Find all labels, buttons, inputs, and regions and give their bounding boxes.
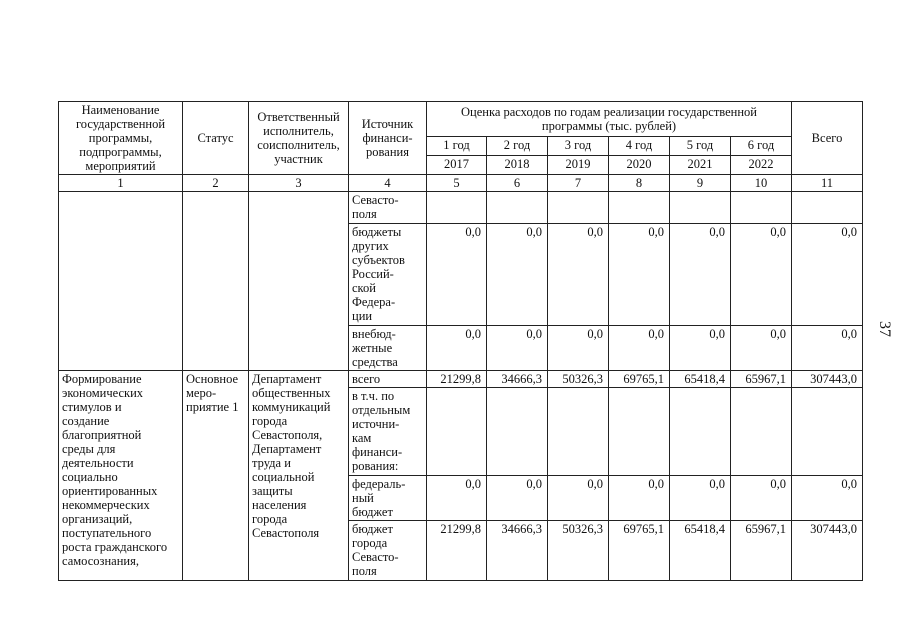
year-value: 2022 [731, 156, 792, 175]
value-cell: 0,0 [548, 476, 609, 521]
column-number: 5 [427, 175, 487, 192]
column-number: 1 [59, 175, 183, 192]
year-label: 6 год [731, 137, 792, 156]
budget-table [58, 101, 863, 581]
year-value: 2020 [609, 156, 670, 175]
value-cell: 21299,8 [427, 371, 487, 388]
value-cell: 307443,0 [792, 371, 863, 388]
value-cell [548, 388, 609, 476]
year-label: 4 год [609, 137, 670, 156]
value-cell: 65418,4 [670, 371, 731, 388]
value-cell: 0,0 [427, 476, 487, 521]
activity-name: Формирование экономических стимулов и создание благоприятной среды для деятельности социально ориентированных некоммерческих организаций, поступательного роста гражданского самосознания, [59, 371, 183, 581]
column-number: 2 [183, 175, 249, 192]
year-label: 3 год [548, 137, 609, 156]
value-cell: 50326,3 [548, 371, 609, 388]
value-cell: 0,0 [792, 476, 863, 521]
value-cell [487, 192, 548, 224]
activity-status: Основное меро- приятие 1 [183, 371, 249, 581]
value-cell: 0,0 [731, 476, 792, 521]
value-cell [487, 388, 548, 476]
value-cell: 69765,1 [609, 371, 670, 388]
value-cell: 0,0 [548, 326, 609, 371]
column-number: 11 [792, 175, 863, 192]
value-cell [427, 192, 487, 224]
value-cell [548, 192, 609, 224]
value-cell [731, 388, 792, 476]
value-cell [609, 192, 670, 224]
column-number: 7 [548, 175, 609, 192]
value-cell: 0,0 [792, 224, 863, 326]
value-cell: 0,0 [731, 224, 792, 326]
value-cell: 0,0 [609, 326, 670, 371]
value-cell: 0,0 [548, 224, 609, 326]
activity-responsible: Департамент общественных коммуникаций города Севастополя, Департамент труда и социальной защиты населения города Севастополя [249, 371, 349, 581]
year-label: 5 год [670, 137, 731, 156]
year-value: 2017 [427, 156, 487, 175]
value-cell: 0,0 [609, 476, 670, 521]
source-cell: в т.ч. по отдельным источни- кам финанси- рования: [349, 388, 427, 476]
value-cell: 0,0 [670, 326, 731, 371]
value-cell: 0,0 [670, 476, 731, 521]
value-cell: 0,0 [670, 224, 731, 326]
value-cell [427, 388, 487, 476]
column-number: 3 [249, 175, 349, 192]
header-estimate: Оценка расходов по годам реализации государственной программы (тыс. рублей) [427, 102, 792, 137]
value-cell: 0,0 [609, 224, 670, 326]
source-cell: Севасто- поля [349, 192, 427, 224]
value-cell: 34666,3 [487, 521, 548, 581]
value-cell: 65418,4 [670, 521, 731, 581]
value-cell: 50326,3 [548, 521, 609, 581]
value-cell [731, 192, 792, 224]
year-value: 2018 [487, 156, 548, 175]
value-cell: 65967,1 [731, 371, 792, 388]
column-number: 9 [670, 175, 731, 192]
value-cell: 0,0 [487, 476, 548, 521]
value-cell: 0,0 [487, 326, 548, 371]
source-cell: федераль- ный бюджет [349, 476, 427, 521]
source-cell: бюджеты других субъектов Россий- ской Федера- ции [349, 224, 427, 326]
continued-name-cell [59, 192, 183, 371]
value-cell: 0,0 [427, 224, 487, 326]
year-value: 2021 [670, 156, 731, 175]
value-cell: 69765,1 [609, 521, 670, 581]
header-responsible: Ответственный исполнитель, соисполнитель, участник [249, 102, 349, 175]
header-name: Наименование государственной программы, подпрограммы, мероприятий [59, 102, 183, 175]
value-cell: 21299,8 [427, 521, 487, 581]
column-number: 6 [487, 175, 548, 192]
page-number: 37 [876, 321, 893, 337]
value-cell [792, 192, 863, 224]
continued-status-cell [183, 192, 249, 371]
column-number: 8 [609, 175, 670, 192]
value-cell [670, 192, 731, 224]
value-cell: 65967,1 [731, 521, 792, 581]
value-cell [792, 388, 863, 476]
source-cell: бюджет города Севасто- поля [349, 521, 427, 581]
value-cell: 307443,0 [792, 521, 863, 581]
value-cell [609, 388, 670, 476]
year-value: 2019 [548, 156, 609, 175]
value-cell: 0,0 [792, 326, 863, 371]
value-cell: 0,0 [427, 326, 487, 371]
source-cell: всего [349, 371, 427, 388]
column-number: 10 [731, 175, 792, 192]
header-source: Источник финанси- рования [349, 102, 427, 175]
year-label: 1 год [427, 137, 487, 156]
value-cell: 0,0 [731, 326, 792, 371]
value-cell: 0,0 [487, 224, 548, 326]
header-status: Статус [183, 102, 249, 175]
header-total: Всего [792, 102, 863, 175]
value-cell [670, 388, 731, 476]
year-label: 2 год [487, 137, 548, 156]
column-number: 4 [349, 175, 427, 192]
continued-responsible-cell [249, 192, 349, 371]
source-cell: внебюд- жетные средства [349, 326, 427, 371]
value-cell: 34666,3 [487, 371, 548, 388]
